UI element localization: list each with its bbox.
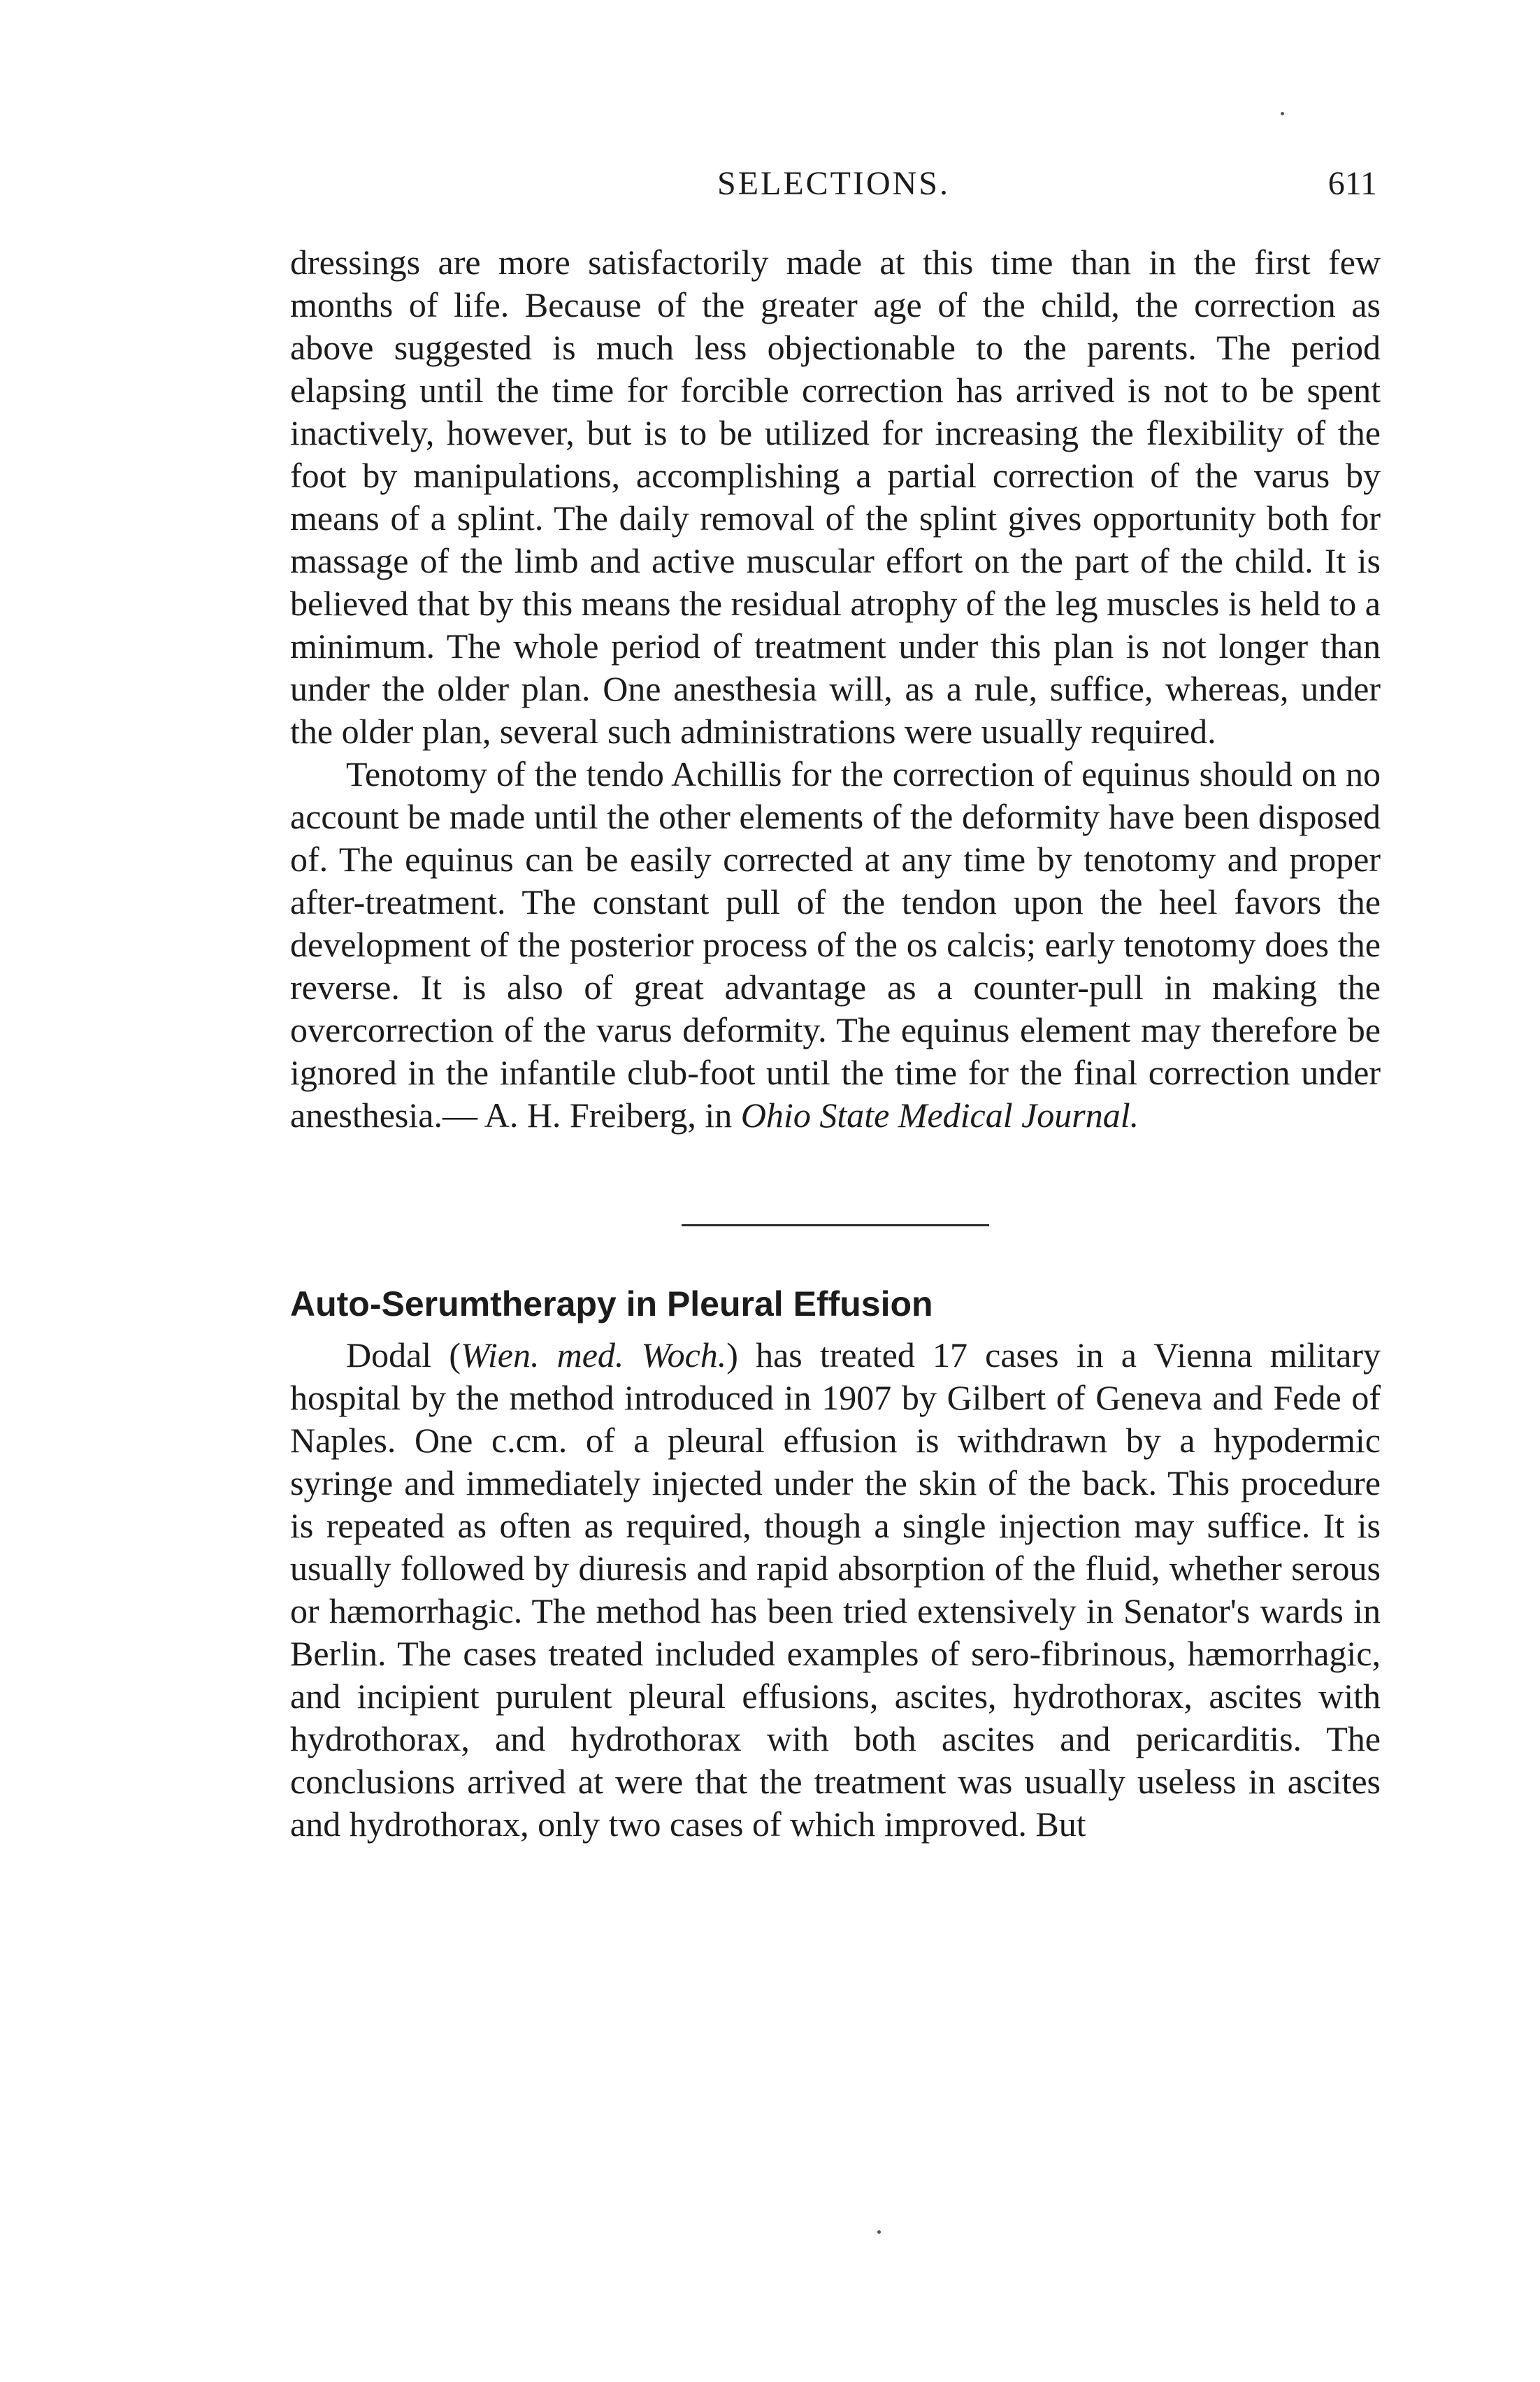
page-header <box>290 159 1377 208</box>
speck-mark <box>1281 112 1284 115</box>
paragraph-tenotomy <box>290 753 1381 1137</box>
journal-citation: Ohio State Medical Journal. <box>740 1096 1139 1135</box>
paragraph-tenotomy-text: Tenotomy of the tendo Achillis for the correction of equinus should on no account be made until the other elements of the deformity have been disposed of. The equinus can be easily corrected at any time by tenotomy and proper after-treatment. The constant pull of the tendon upon the heel favors the development of the posterior process of the os calcis; early tenotomy does the reverse. It is also of great advantage as a counter-pull in making the overcorrection of the varus deformity. The equinus element may therefore be ignored in the infantile club-foot until the time for the final correction under anesthesia.— A. H. Freiberg, in <box>290 754 1381 1135</box>
section-intro: Dodal ( <box>346 1335 461 1375</box>
paragraph-auto-serumtherapy <box>290 1334 1381 1846</box>
page-number: 611 <box>1327 165 1377 202</box>
speck-mark <box>877 2230 881 2234</box>
section-divider <box>682 1224 989 1226</box>
section-title: Auto-Serumtherapy in Pleural Effusion <box>290 1284 933 1323</box>
section-body: ) has treated 17 cases in a Vienna military hospital by the method introduced in 1907 by Gilbert of Geneva and Fede of Naples. One c.cm. of a pleural effusion is withdrawn by a hypodermic syringe and immediately injected under the skin of the back. This procedure is repeated as often as required, though a single injection may suffice. It is usually followed by diuresis and rapid absorption of the fluid, whether serous or hæmorrhagic. The method has been tried extensively in Senator's wards in Berlin. The cases treated included examples of sero-fibrinous, hæmorrhagic, and incipient purulent pleural effusions, ascites, hydrothorax, ascites with hydrothorax, and hydrothorax with both ascites and pericarditis. The conclusions arrived at were that the treatment was usually useless in ascites and hydrothorax, only two cases of which improved. But <box>290 1335 1381 1844</box>
paragraph-splint-treatment: dressings are more satisfactorily made at this time than in the first few months of life. Because of the greater age of the child, the correction as above suggested is much less objectionable to the parents. The period elapsing until the time for forcible correction has arrived is not to be spent inactively, however, but is to be utilized for increasing the flexibility of the foot by manipulations, accomplishing a partial correction of the varus by means of a splint. The daily removal of the splint gives opportunity both for massage of the limb and active muscular effort on the part of the child. It is believed that by this means the residual atrophy of the leg muscles is held to a minimum. The whole period of treatment under this plan is not longer than under the older plan. One anesthesia will, as a rule, suffice, whereas, under the older plan, several such administrations were usually required. <box>290 243 1381 751</box>
section-source: Wien. med. Woch. <box>460 1335 727 1375</box>
running-head: SELECTIONS. <box>717 165 950 202</box>
page-content <box>290 241 1381 1846</box>
